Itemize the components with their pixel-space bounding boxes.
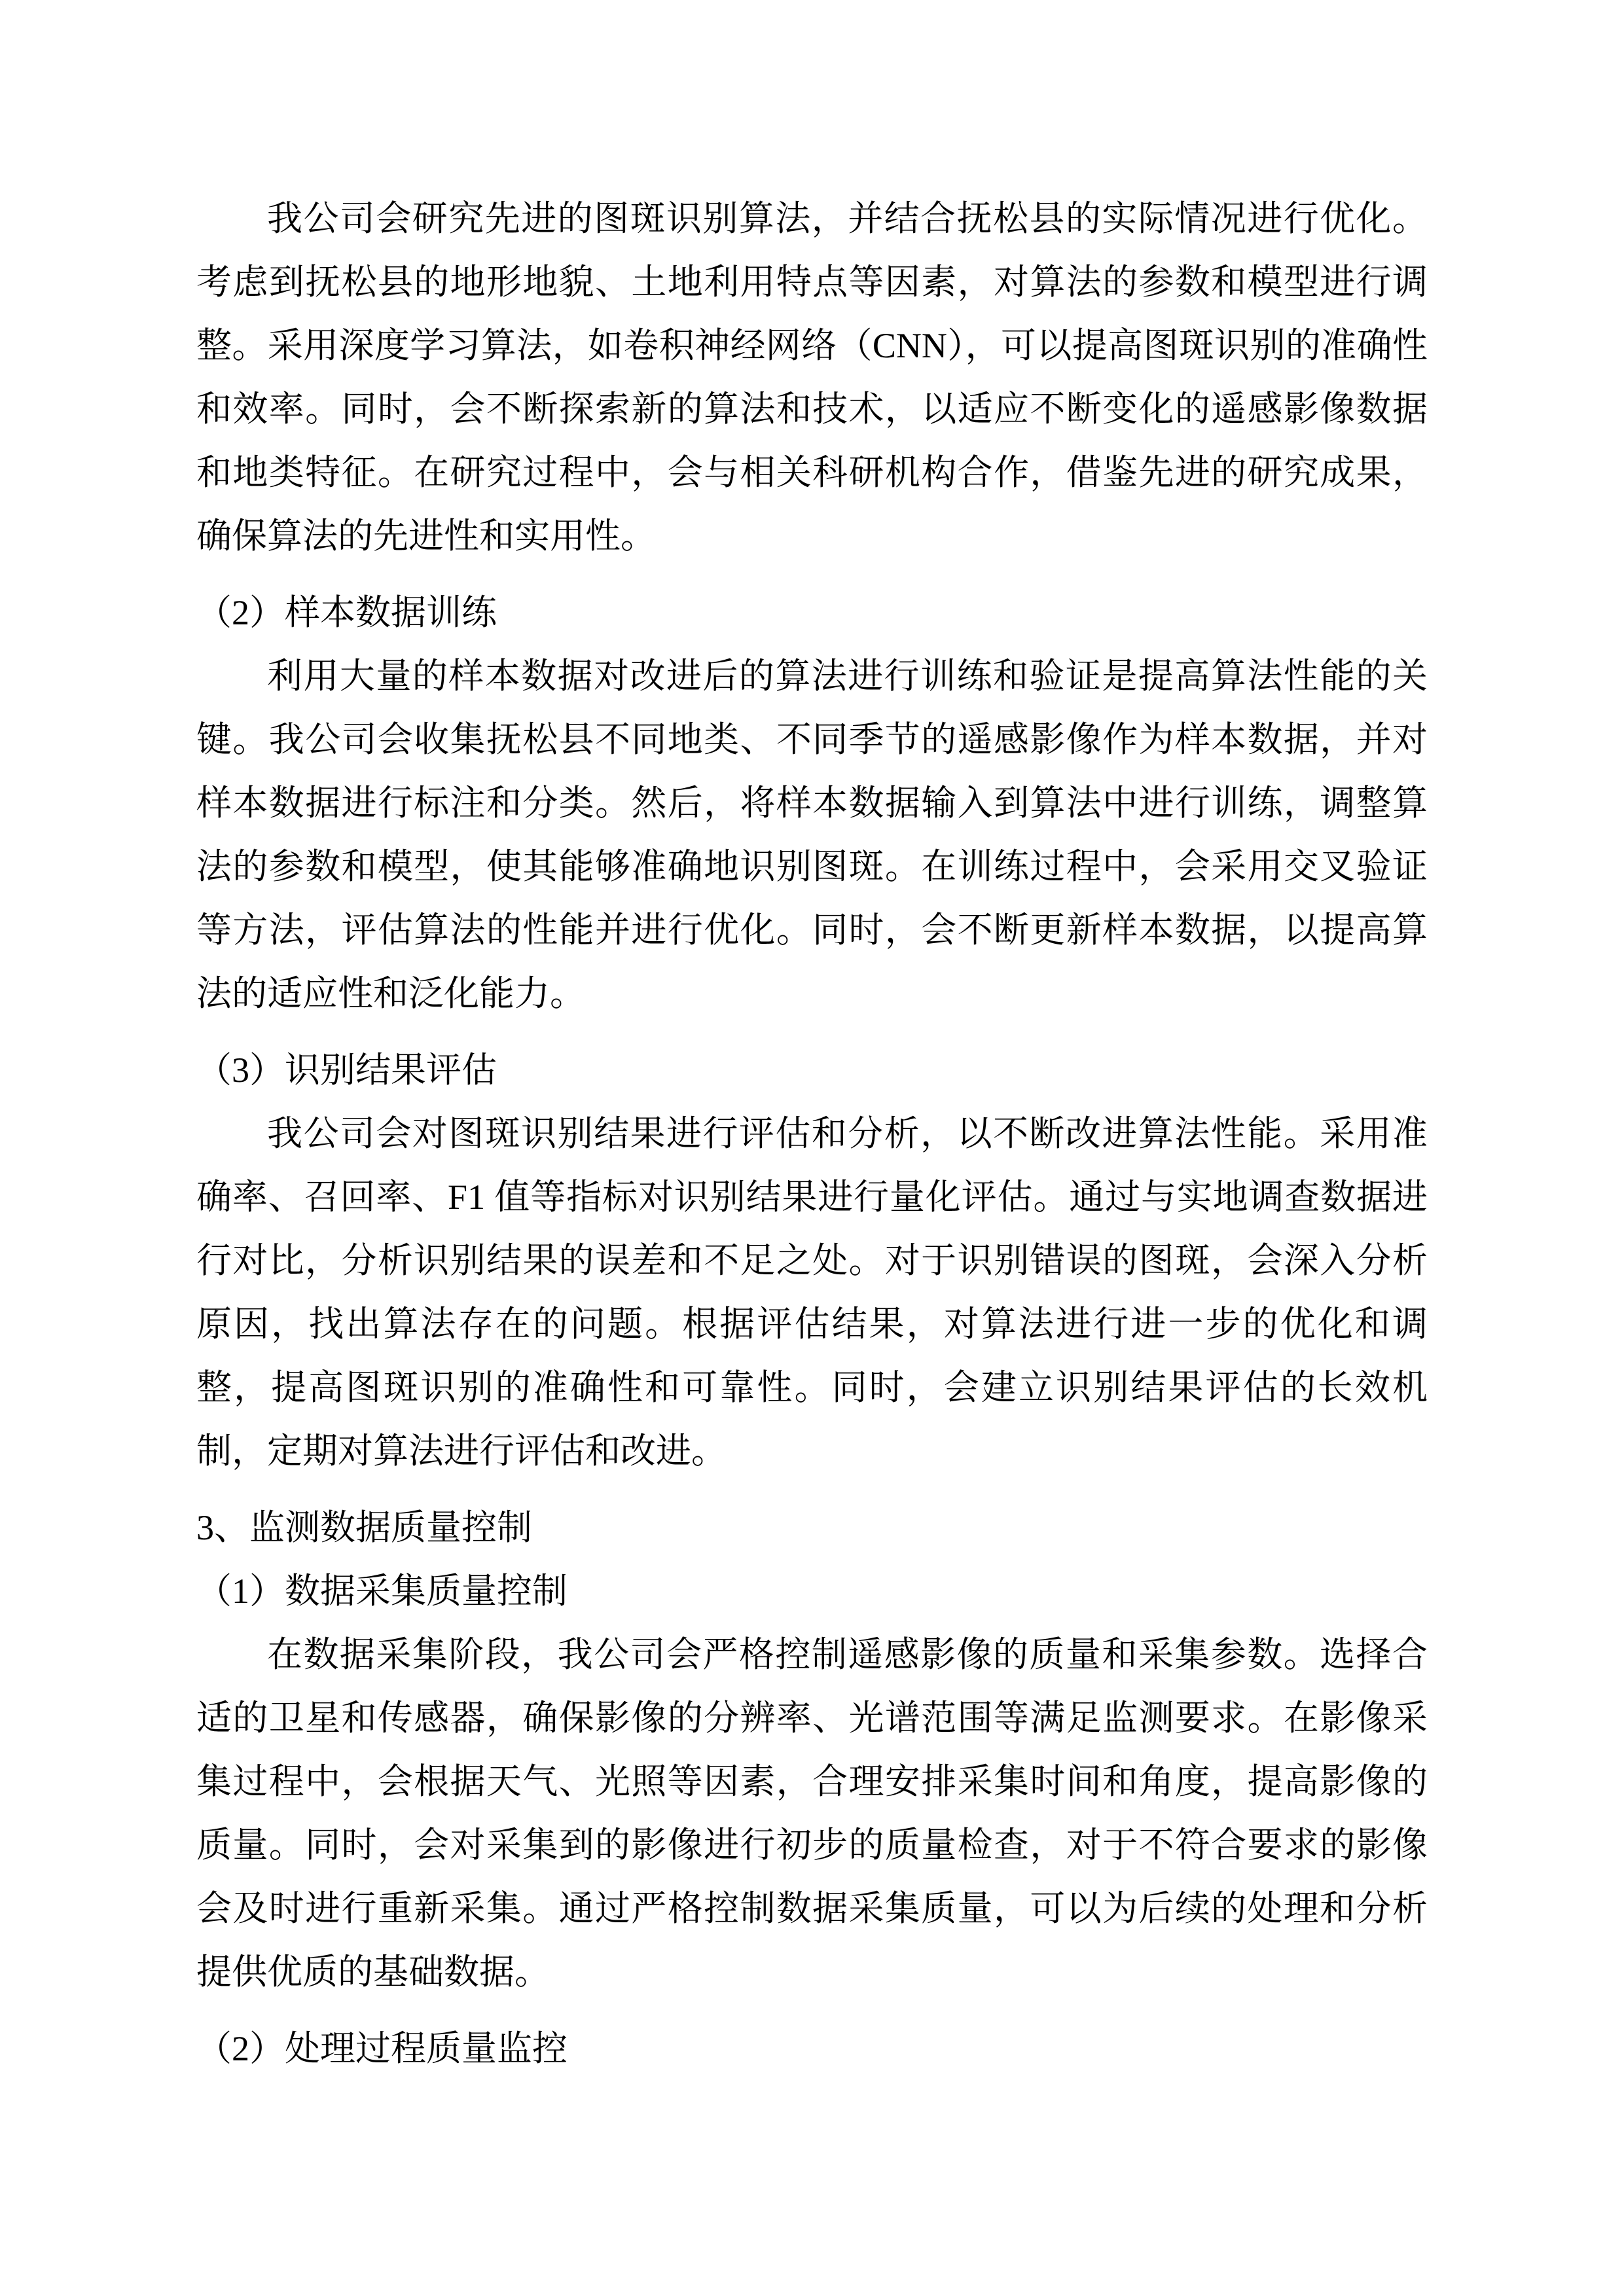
heading-processing-quality-monitoring: （2）处理过程质量监控 (196, 2029, 568, 2068)
paragraph-recognition-result-evaluation: 我公司会对图斑识别结果进行评估和分析，以不断改进算法性能。采用准确率、召回率、F1 值等指标对识别结果进行量化评估。通过与实地调查数据进行对比，分析识别结果的误差和不足之处。对于识别错误的图斑，会深入分析原因，找出算法存在的问题。根据评估结果，对算法进行进一步的优化和调整，提高图斑识别的准确性和可靠性。同时，会建立识别结果评估的长效机制，定期对算法进行评估和改进。 (196, 1114, 1428, 1471)
heading-recognition-result-evaluation: （3）识别结果评估 (196, 1050, 497, 1090)
heading-data-collection-quality-control: （1）数据采集质量控制 (196, 1571, 568, 1611)
heading-monitoring-data-quality-control: 3、监测数据质量控制 (196, 1508, 532, 1547)
heading-sample-data-training: （2）样本数据训练 (196, 593, 497, 632)
paragraph-data-collection-quality-control: 在数据采集阶段，我公司会严格控制遥感影像的质量和采集参数。选择合适的卫星和传感器，确保影像的分辨率、光谱范围等满足监测要求。在影像采集过程中，会根据天气、光照等因素，合理安排采集时间和角度，提高影像的质量。同时，会对采集到的影像进行初步的质量检查，对于不符合要求的影像会及时进行重新采集。通过严格控制数据采集质量，可以为后续的处理和分析提供优质的基础数据。 (196, 1635, 1428, 1992)
paragraph-sample-data-training: 利用大量的样本数据对改进后的算法进行训练和验证是提高算法性能的关键。我公司会收集抚松县不同地类、不同季节的遥感影像作为样本数据，并对样本数据进行标注和分类。然后，将样本数据输入到算法中进行训练，调整算法的参数和模型，使其能够准确地识别图斑。在训练过程中，会采用交叉验证等方法，评估算法的性能并进行优化。同时，会不断更新样本数据，以提高算法的适应性和泛化能力。 (196, 656, 1428, 1013)
paragraph-pattern-recognition-algorithm-research: 我公司会研究先进的图斑识别算法，并结合抚松县的实际情况进行优化。考虑到抚松县的地形地貌、土地利用特点等因素，对算法的参数和模型进行调整。采用深度学习算法，如卷积神经网络（CNN），可以提高图斑识别的准确性和效率。同时，会不断探索新的算法和技术，以适应不断变化的遥感影像数据和地类特征。在研究过程中，会与相关科研机构合作，借鉴先进的研究成果，确保算法的先进性和实用性。 (196, 199, 1428, 556)
